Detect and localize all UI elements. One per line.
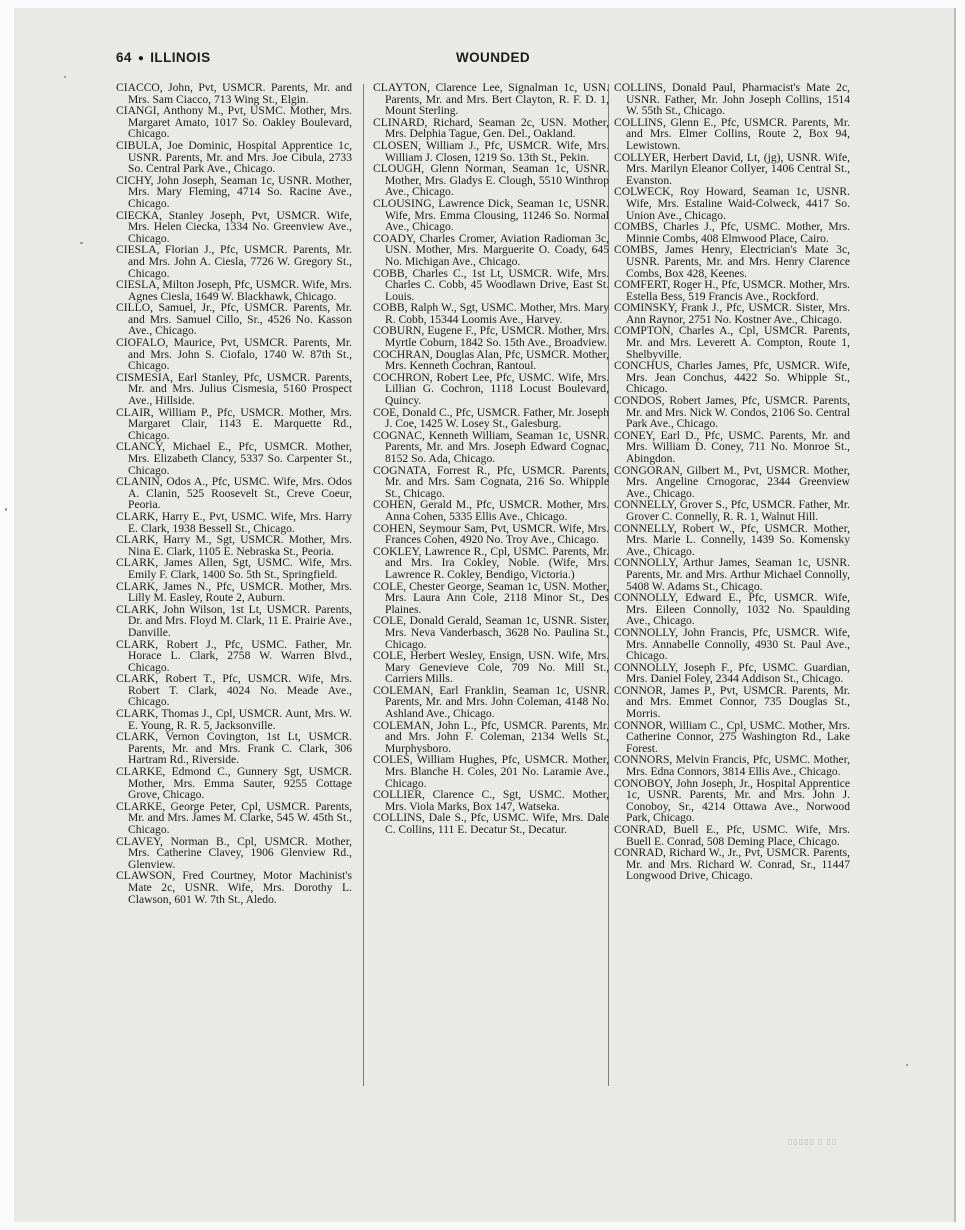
casualty-entry: COMPTON, Charles A., Cpl, USMCR. Parents, Mr. and Mrs. Leverett A. Compton, Route 1, Shelbyville.: [614, 324, 850, 361]
casualty-entry: CLOUSING, Lawrence Dick, Seaman 1c, USNR. Wife, Mrs. Emma Clousing, 11246 So. Normal Ave., Chicago.: [373, 196, 609, 234]
casualty-entry: CLINARD, Richard, Seaman 2c, USN. Mother, Mrs. Delphia Tague, Gen. Del., Oakland.: [373, 115, 609, 141]
casualty-entry: CLAIR, William P., Pfc, USMCR. Mother, Mrs. Margaret Clair, 1143 E. Marquette Rd., Chicago.: [116, 405, 352, 442]
casualty-entry: CICHY, John Joseph, Seaman 1c, USNR. Mother, Mrs. Mary Fleming, 4714 So. Racine Ave., Chicago.: [116, 173, 352, 210]
casualty-entry: CLARKE, George Peter, Cpl, USMCR. Parents, Mr. and Mrs. James M. Clarke, 545 W. 45th St., Chicago.: [116, 799, 352, 836]
casualty-entry: CONOBOY, John Joseph, Jr., Hospital Apprentice 1c, USNR. Parents, Mr. and Mrs. John J. Conoboy, Sr., 4214 Ottawa Ave., Norwood Park, Chicago.: [614, 776, 850, 825]
casualty-entry: CONNOLLY, Joseph F., Pfc, USMC. Guardian, Mrs. Daniel Foley, 2344 Addison St., Chicago.: [614, 660, 850, 686]
casualty-entry: COLLIER, Clarence C., Sgt, USMC. Mother, Mrs. Viola Marks, Box 147, Watseka.: [373, 788, 609, 813]
casualty-entry: CONNOR, James P., Pvt, USMCR. Parents, Mr. and Mrs. Emmet Connor, 735 Douglas St., Morris.: [614, 683, 850, 721]
state-name: ILLINOIS: [150, 50, 211, 65]
speck-mark: [64, 76, 66, 78]
casualty-entry: COHEN, Seymour Sam, Pvt, USMCR. Wife, Mrs. Frances Cohen, 4920 No. Troy Ave., Chicago.: [373, 521, 609, 547]
casualty-entry: CIESLA, Milton Joseph, Pfc, USMCR. Wife, Mrs. Agnes Ciesla, 1649 W. Blackhawk, Chicago.: [116, 278, 352, 303]
speck-mark: [80, 242, 83, 244]
casualty-entry: COLLINS, Dale S., Pfc, USMC. Wife, Mrs. Dale C. Collins, 111 E. Decatur St., Decatur.: [373, 811, 609, 836]
speck-mark: [5, 508, 7, 511]
section-title: WOUNDED: [456, 50, 531, 65]
casualty-entry: CONCHUS, Charles James, Pfc, USMCR. Wife, Mrs. Jean Conchus, 4422 So. Whipple St., Chicago.: [614, 359, 850, 396]
entry-column-1: [116, 82, 352, 905]
casualty-entry: CONNOR, William C., Cpl, USMC. Mother, Mrs. Catherine Connor, 275 Washington Rd., Lake Forest.: [614, 718, 850, 755]
casualty-entry: CLANIN, Odos A., Pfc, USMC. Wife, Mrs. Odos A. Clanin, 525 Roosevelt St., Creve Coeur, Peoria.: [116, 475, 352, 512]
casualty-entry: COMFERT, Roger H., Pfc, USMCR. Mother, Mrs. Estella Bess, 519 Francis Ave., Rockford.: [614, 278, 850, 303]
casualty-entry: CLARK, Robert T., Pfc, USMCR. Wife, Mrs. Robert T. Clark, 4024 No. Meade Ave., Chicago.: [116, 672, 352, 709]
casualty-entry: COLLINS, Donald Paul, Pharmacist's Mate 2c, USNR. Father, Mr. John Joseph Collins, 1514 W. 55th St., Chicago.: [614, 81, 850, 118]
casualty-entry: CONNOLLY, Arthur James, Seaman 1c, USNR. Parents, Mr. and Mrs. Arthur Michael Connolly, 5408 W. Adams St., Chicago.: [614, 556, 850, 593]
page-number: 64: [116, 50, 132, 65]
casualty-entry: COLWECK, Roy Howard, Seaman 1c, USNR. Wife, Mrs. Estaline Waid-Colweck, 4417 So. Union Ave., Chicago.: [614, 185, 850, 222]
casualty-entry: CLAYTON, Clarence Lee, Signalman 1c, USN. Parents, Mr. and Mrs. Bert Clayton, R. F. D. 1, Mount Sterling.: [373, 81, 609, 118]
casualty-entry: CLARK, Harry E., Pvt, USMC. Wife, Mrs. Harry E. Clark, 1938 Bessell St., Chicago.: [116, 509, 352, 535]
casualty-entry: COADY, Charles Cromer, Aviation Radioman 3c, USN. Mother, Mrs. Marguerite O. Coady, 645 No. Michigan Ave., Chicago.: [373, 231, 609, 268]
casualty-entry: CLARK, John Wilson, 1st Lt, USMCR. Parents, Dr. and Mrs. Floyd M. Clark, 11 E. Prairie Ave., Danville.: [116, 602, 352, 639]
casualty-entry: COMBS, James Henry, Electrician's Mate 3c, USNR. Parents, Mr. and Mrs. Henry Clarence Combs, Box 428, Keenes.: [614, 243, 850, 280]
casualty-entry: CIECKA, Stanley Joseph, Pvt, USMCR. Wife, Mrs. Helen Ciecka, 1334 No. Greenview Ave., Chicago.: [116, 208, 352, 245]
casualty-entry: COLE, Herbert Wesley, Ensign, USN. Wife, Mrs. Mary Genevieve Cole, 709 No. Mill St., Carriers Mills.: [373, 649, 609, 686]
casualty-entry: COGNAC, Kenneth William, Seaman 1c, USNR. Parents, Mr. and Mrs. Joseph Edward Cognac, 8152 So. Ada, Chicago.: [373, 428, 609, 465]
casualty-entry: CONNELLY, Robert W., Pfc, USMCR. Mother, Mrs. Marie L. Connelly, 1439 So. Komensky Ave., Chicago.: [614, 521, 850, 558]
casualty-entry: CIESLA, Florian J., Pfc, USMCR. Parents, Mr. and Mrs. John A. Ciesla, 7726 W. Gregory St., Chicago.: [116, 243, 352, 280]
casualty-entry: CILLO, Samuel, Jr., Pfc, USMCR. Parents, Mr. and Mrs. Samuel Cillo, Sr., 4526 No. Kasson Ave., Chicago.: [116, 301, 352, 338]
casualty-entry: CIBULA, Joe Dominic, Hospital Apprentice 1c, USNR. Parents, Mr. and Mrs. Joe Cibula, 2733 So. Central Park Ave., Chicago.: [116, 138, 352, 176]
casualty-entry: CLARK, Thomas J., Cpl, USMCR. Aunt, Mrs. W. E. Young, R. R. 5, Jacksonville.: [116, 707, 352, 732]
casualty-entry: CONRAD, Buell E., Pfc, USMC. Wife, Mrs. Buell E. Conrad, 508 Deming Place, Chicago.: [614, 823, 850, 848]
casualty-entry: COMINSKY, Frank J., Pfc, USMCR. Sister, Mrs. Ann Raynor, 2751 No. Kostner Ave., Chicago.: [614, 301, 850, 326]
casualty-entry: CLARK, James N., Pfc, USMCR. Mother, Mrs. Lilly M. Easley, Route 2, Auburn.: [116, 579, 352, 605]
casualty-entry: COHEN, Gerald M., Pfc, USMCR. Mother, Mrs. Anna Cohen, 5335 Ellis Ave., Chicago.: [373, 498, 609, 523]
casualty-entry: COLLYER, Herbert David, Lt, (jg), USNR. Wife, Mrs. Marilyn Eleanor Collyer, 1406 Central St., Evanston.: [614, 150, 850, 187]
casualty-entry: CONNOLLY, Edward E., Pfc, USMCR. Wife, Mrs. Eileen Connolly, 1032 No. Spaulding Ave., Chicago.: [614, 591, 850, 628]
casualty-entry: CLAVEY, Norman B., Cpl, USMCR. Mother, Mrs. Catherine Clavey, 1906 Glenview Rd., Glenview.: [116, 834, 352, 871]
casualty-entry: COBURN, Eugene F., Pfc, USMCR. Mother, Mrs. Myrtle Coburn, 1842 So. 15th Ave., Broadview.: [373, 324, 609, 350]
casualty-entry: CISMESIA, Earl Stanley, Pfc, USMCR. Parents, Mr. and Mrs. Julius Cismesia, 5160 Prospect Ave., Hillside.: [116, 370, 352, 408]
casualty-entry: COLE, Donald Gerald, Seaman 1c, USNR. Sister, Mrs. Neva Vanderbasch, 3628 No. Paulina St., Chicago.: [373, 614, 609, 651]
casualty-entry: COBB, Charles C., 1st Lt, USMCR. Wife, Mrs. Charles C. Cobb, 45 Woodlawn Drive, East St. Louis.: [373, 266, 609, 303]
casualty-entry: COLE, Chester George, Seaman 1c, USN. Mother, Mrs. Laura Ann Cole, 2118 Minor St., Des Plaines.: [373, 579, 609, 616]
casualty-entry: CLANCY, Michael E., Pfc, USMCR. Mother, Mrs. Elizabeth Clancy, 5337 So. Carpenter St., Chicago.: [116, 440, 352, 477]
header-left: [116, 50, 210, 65]
page-header: [116, 50, 885, 70]
casualty-entry: CONNORS, Melvin Francis, Pfc, USMC. Mother, Mrs. Edna Connors, 3814 Ellis Ave., Chicago.: [614, 753, 850, 779]
casualty-entry: COGNATA, Forrest R., Pfc, USMCR. Parents, Mr. and Mrs. Sam Cognata, 216 So. Whipple St., Chicago.: [373, 463, 609, 500]
casualty-entry: COMBS, Charles J., Pfc, USMC. Mother, Mrs. Minnie Combs, 408 Elmwood Place, Cairo.: [614, 220, 850, 245]
casualty-entry: CLARK, Harry M., Sgt, USMCR. Mother, Mrs. Nina E. Clark, 1105 E. Nebraska St., Peoria.: [116, 533, 352, 558]
entry-column-2: [373, 82, 609, 836]
casualty-entry: COKLEY, Lawrence R., Cpl, USMC. Parents, Mr. and Mrs. Ira Cokley, Noble. (Wife, Mrs. Lawrence R. Cokley, Bendigo, Victoria.): [373, 544, 609, 581]
casualty-entry: CLARK, Vernon Covington, 1st Lt, USMCR. Parents, Mr. and Mrs. Frank C. Clark, 306 Hartram Rd., Riverside.: [116, 730, 352, 767]
casualty-entry: COLEMAN, John L., Pfc, USMCR. Parents, Mr. and Mrs. John F. Coleman, 2134 Wells St., Murphysboro.: [373, 718, 609, 755]
casualty-entry: COCHRON, Robert Lee, Pfc, USMC. Wife, Mrs. Lillian G. Cochron, 1118 Locust Boulevard, Quincy.: [373, 370, 609, 408]
entry-column-3: [614, 82, 850, 882]
speck-mark: [906, 1064, 908, 1066]
casualty-entry: COLLINS, Glenn E., Pfc, USMCR. Parents, Mr. and Mrs. Elmer Collins, Route 2, Box 94, Lewistown.: [614, 115, 850, 152]
bullet-icon: ●: [137, 53, 145, 64]
casualty-entry: COE, Donald C., Pfc, USMCR. Father, Mr. Joseph J. Coe, 1425 W. Losey St., Galesburg.: [373, 405, 609, 431]
casualty-entry: CLOSEN, William J., Pfc, USMCR. Wife, Mrs. William J. Closen, 1219 So. 13th St., Pekin.: [373, 138, 609, 164]
casualty-entry: CIANGI, Anthony M., Pvt, USMC. Mother, Mrs. Margaret Amato, 1017 So. Oakley Boulevard, Chicago.: [116, 104, 352, 141]
casualty-entry: COCHRAN, Douglas Alan, Pfc, USMCR. Mother, Mrs. Kenneth Cochran, Rantoul.: [373, 347, 609, 373]
casualty-entry: COLEMAN, Earl Franklin, Seaman 1c, USNR. Parents, Mr. and Mrs. John Coleman, 4148 No. Ashland Ave., Chicago.: [373, 683, 609, 721]
casualty-entry: CONGORAN, Gilbert M., Pvt, USMCR. Mother, Mrs. Angeline Crnogorac, 2344 Greenview Ave., Chicago.: [614, 463, 850, 500]
casualty-entry: CONNELLY, Grover S., Pfc, USMCR. Father, Mr. Grover C. Connelly, R. R. 1, Walnut Hill.: [614, 498, 850, 523]
casualty-entry: CLARK, James Allen, Sgt, USMC. Wife, Mrs. Emily F. Clark, 1400 So. 5th St., Springfield.: [116, 556, 352, 581]
casualty-entry: COLES, William Hughes, Pfc, USMCR. Mother, Mrs. Blanche H. Coles, 201 No. Laramie Ave., Chicago.: [373, 753, 609, 790]
casualty-entry: CLAWSON, Fred Courtney, Motor Machinist's Mate 2c, USNR. Wife, Mrs. Dorothy L. Clawson, 601 W. 7th St., Aledo.: [116, 869, 352, 906]
casualty-entry: CLARKE, Edmond C., Gunnery Sgt, USMCR. Mother, Mrs. Emma Sauter, 9255 Cottage Grove, Chicago.: [116, 765, 352, 802]
casualty-entry: CONNOLLY, John Francis, Pfc, USMCR. Wife, Mrs. Annabelle Connolly, 4930 St. Paul Ave., Chicago.: [614, 625, 850, 663]
casualty-entry: CONDOS, Robert James, Pfc, USMCR. Parents, Mr. and Mrs. Nick W. Condos, 2106 So. Central Park Ave., Chicago.: [614, 394, 850, 431]
faint-print-mark: ▯▯▯▯▯ ▯ ▯▯: [788, 1137, 838, 1146]
casualty-entry: CONRAD, Richard W., Jr., Pvt, USMCR. Parents, Mr. and Mrs. Richard W. Conrad, Sr., 11447 Longwood Drive, Chicago.: [614, 846, 850, 883]
casualty-entry: CIOFALO, Maurice, Pvt, USMCR. Parents, Mr. and Mrs. John S. Ciofalo, 1740 W. 87th St., Chicago.: [116, 336, 352, 373]
casualty-entry: COBB, Ralph W., Sgt, USMC. Mother, Mrs. Mary R. Cobb, 15344 Loomis Ave., Harvey.: [373, 301, 609, 326]
column-divider: [363, 84, 364, 1086]
casualty-entry: CLARK, Robert J., Pfc, USMC. Father, Mr. Horace L. Clark, 2758 W. Warren Blvd., Chicago.: [116, 637, 352, 674]
casualty-entry: CONEY, Earl D., Pfc, USMC. Parents, Mr. and Mrs. William D. Coney, 711 No. Monroe St., Abingdon.: [614, 428, 850, 465]
casualty-entry: CLOUGH, Glenn Norman, Seaman 1c, USNR. Mother, Mrs. Gladys E. Clough, 5510 Winthrop Ave., Chicago.: [373, 162, 609, 199]
casualty-entry: CIACCO, John, Pvt, USMCR. Parents, Mr. and Mrs. Sam Ciacco, 713 Wing St., Elgin.: [116, 81, 352, 106]
